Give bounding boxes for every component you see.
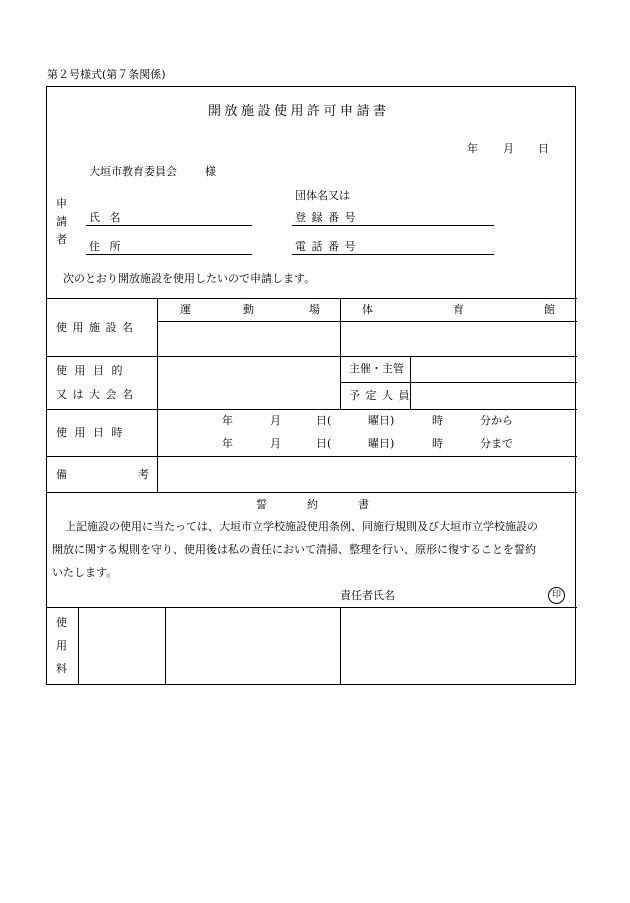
- fee-cell-3[interactable]: [341, 608, 576, 685]
- end-weekday: 曜日): [368, 437, 395, 450]
- responsible-name-label: 責任者氏名: [340, 589, 395, 602]
- start-minute-from: 分から: [480, 414, 513, 427]
- applicant-label-2: 請: [56, 215, 67, 228]
- name-field[interactable]: [86, 225, 252, 226]
- organizer-label: 主催・主管: [349, 362, 404, 375]
- seal-mark: 印: [548, 587, 565, 604]
- pledge-title-2: 約: [307, 498, 318, 511]
- start-month: 月: [270, 414, 281, 427]
- gym-char-1: 体: [362, 303, 373, 316]
- end-month: 月: [270, 437, 281, 450]
- addressee: 大垣市教育委員会: [89, 165, 177, 178]
- facility-label: 使 用 施 設 名: [56, 321, 134, 334]
- form-title: 開放施設使用許可申請書: [208, 104, 390, 119]
- gym-char-3: 館: [544, 303, 555, 316]
- registration-label: 登 録 番 号: [295, 211, 357, 224]
- event-name-label: 又 は 大 会 名: [56, 388, 134, 401]
- applicant-label-3: 者: [56, 233, 67, 246]
- applicant-label-1: 申: [56, 197, 67, 210]
- end-day: 日(: [316, 437, 332, 450]
- request-text: 次のとおり開放施設を使用したいので申請します。: [63, 272, 316, 285]
- rule-remarks-bottom: [46, 492, 577, 493]
- purpose-input[interactable]: [158, 357, 340, 409]
- end-minute-until: 分まで: [480, 437, 513, 450]
- address-label: 住 所: [89, 240, 124, 253]
- rule-purpose-bottom: [46, 409, 577, 410]
- rule-purpose-split: [340, 356, 341, 409]
- planned-people-input[interactable]: [411, 383, 576, 409]
- pledge-line-1: 上記施設の使用に当たっては、大垣市立学校施設使用条例、同施行規則及び大垣市立学校施設の: [65, 520, 538, 533]
- gym-input[interactable]: [341, 322, 576, 356]
- fee-cell-2[interactable]: [166, 608, 340, 685]
- start-hour: 時: [432, 414, 443, 427]
- group-name-label: 団体名又は: [295, 189, 350, 202]
- start-year: 年: [222, 414, 233, 427]
- end-hour: 時: [432, 437, 443, 450]
- planned-people-label: 予 定 人 員: [349, 389, 411, 402]
- form-number: 第２号様式(第７条関係): [47, 68, 166, 81]
- addressee-honorific: 様: [205, 165, 216, 178]
- ground-char-3: 場: [309, 303, 320, 316]
- organizer-input[interactable]: [411, 357, 576, 382]
- remarks-label-1: 備: [56, 468, 67, 481]
- address-field[interactable]: [86, 254, 252, 255]
- fee-cell-1[interactable]: [79, 608, 165, 685]
- pledge-line-2: 開放に関する規則を守り、使用後は私の責任において清掃、整理を行い、原形に復することを誓約: [52, 543, 536, 556]
- pledge-title-1: 誓: [256, 498, 267, 511]
- usage-date-label: 使 用 日 時: [56, 426, 125, 439]
- registration-field[interactable]: [292, 225, 494, 226]
- ground-char-2: 動: [243, 303, 254, 316]
- name-label: 氏 名: [89, 211, 124, 224]
- fee-label-3: 料: [56, 662, 67, 675]
- date-day: 日: [538, 142, 549, 155]
- phone-field[interactable]: [292, 254, 494, 255]
- ground-char-1: 運: [180, 303, 191, 316]
- pledge-title-3: 書: [358, 498, 369, 511]
- rule-applicant-bottom: [46, 298, 577, 299]
- remarks-input[interactable]: [158, 457, 576, 492]
- pledge-line-3: いたします。: [52, 566, 118, 579]
- ground-input[interactable]: [158, 322, 340, 356]
- start-weekday: 曜日): [368, 414, 395, 427]
- date-month: 月: [503, 142, 514, 155]
- remarks-label-2: 考: [138, 468, 149, 481]
- phone-label: 電 話 番 号: [295, 240, 357, 253]
- purpose-label: 使 用 目 的: [56, 364, 125, 377]
- end-year: 年: [222, 437, 233, 450]
- fee-label-1: 使: [56, 616, 67, 629]
- start-day: 日(: [316, 414, 332, 427]
- gym-char-2: 育: [453, 303, 464, 316]
- fee-label-2: 用: [56, 639, 67, 652]
- date-year: 年: [467, 142, 478, 155]
